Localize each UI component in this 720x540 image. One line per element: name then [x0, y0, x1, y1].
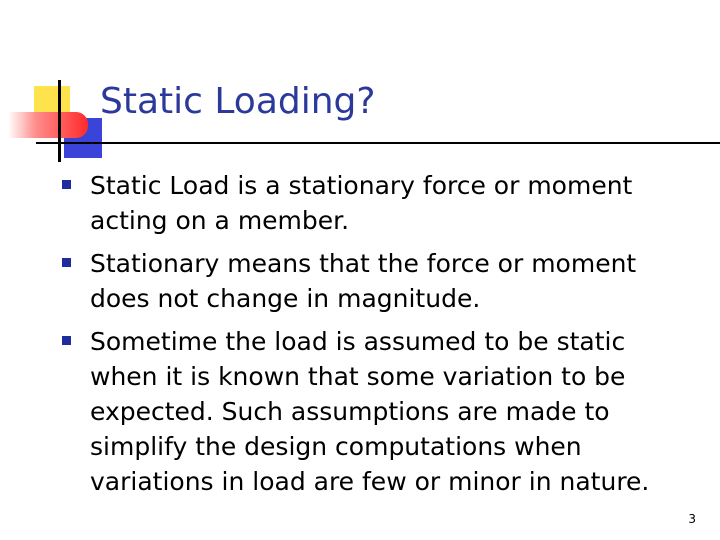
logo-vertical-line — [58, 80, 61, 162]
bullet-text: Sometime the load is assumed to be static when it is known that some variation to be expected. Such assumptions are made to simplify the design computations when variations in load are few or minor in nature. — [90, 327, 650, 496]
bullet-list — [62, 168, 692, 507]
square-bullet-icon — [62, 180, 71, 189]
bullet-item — [62, 246, 692, 316]
bullet-item — [62, 168, 692, 238]
square-bullet-icon — [62, 336, 71, 345]
bullet-item — [62, 324, 692, 499]
square-bullet-icon — [62, 258, 71, 267]
logo-red-bar — [8, 112, 88, 138]
page-number: 3 — [688, 512, 696, 526]
bullet-text: Stationary means that the force or moment does not change in magnitude. — [90, 249, 637, 313]
slide-title: Static Loading? — [100, 81, 376, 122]
title-underline — [36, 142, 720, 144]
bullet-text: Static Load is a stationary force or moment acting on a member. — [90, 171, 633, 235]
